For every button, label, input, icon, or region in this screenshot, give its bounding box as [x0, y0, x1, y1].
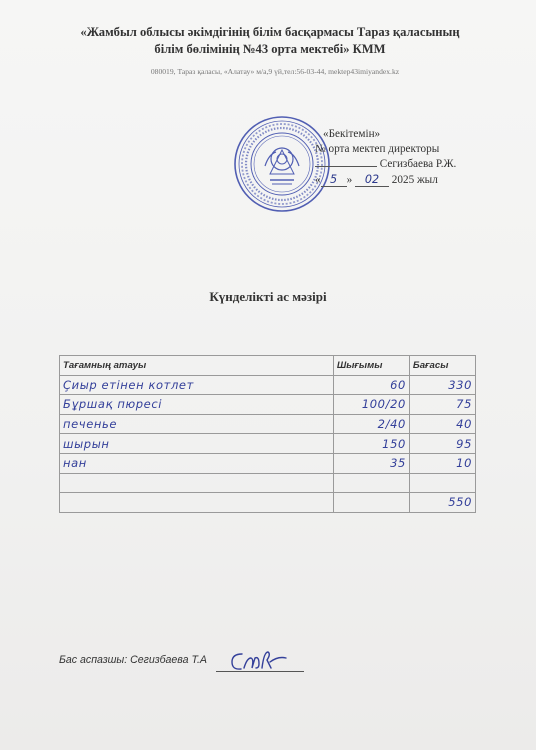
organization-line-2: білім бөлімінің №43 орта мектебі» КММ — [154, 42, 386, 56]
dish-yield: 100/20 — [333, 395, 409, 415]
table-row — [60, 414, 476, 434]
approval-date: « 5 » 02 2025 жыл — [315, 173, 438, 186]
dish-price: 10 — [409, 453, 475, 473]
approval-day: 5 — [321, 173, 347, 187]
dish-yield: 2/40 — [333, 414, 409, 434]
table-row — [60, 395, 476, 415]
dish-name: Ҫиыр етінен котлет — [60, 375, 334, 395]
organization-header — [60, 24, 480, 58]
dish-price: 75 — [409, 395, 475, 415]
table-row-total — [60, 493, 476, 513]
dish-price: 40 — [409, 414, 475, 434]
dish-name: Бұршақ пюресі — [60, 395, 334, 415]
dish-yield: 60 — [333, 375, 409, 395]
document-title: Күнделікті ас мәзірі — [209, 289, 327, 304]
dish-name: печенье — [60, 414, 334, 434]
dish-yield: 35 — [333, 453, 409, 473]
table-row — [60, 453, 476, 473]
approval-year: 2025 жыл — [391, 174, 438, 186]
dish-price: 95 — [409, 434, 475, 454]
column-header-dish: Тағамның атауы — [60, 356, 334, 376]
approval-label: «Бекітемін» — [323, 128, 381, 140]
handwritten-signature — [226, 646, 292, 676]
dish-price: 330 — [409, 375, 475, 395]
column-header-yield: Шығымы — [333, 356, 409, 376]
approval-name: Сегизбаева Р.Ж. — [379, 158, 457, 170]
dish-yield: 150 — [333, 434, 409, 454]
dish-name: нан — [60, 453, 334, 473]
approval-month: 02 — [355, 173, 389, 187]
organization-line-1: «Жамбыл облысы әкімдігінің білім басқармасы Тараз қаласының — [80, 25, 460, 39]
table-row-empty — [60, 473, 476, 493]
dish-name: шырын — [60, 434, 334, 454]
table-row — [60, 434, 476, 454]
menu-table — [59, 355, 476, 513]
table-header-row — [60, 356, 476, 376]
approval-position: № орта мектеп директоры — [315, 143, 440, 155]
approval-signature-line — [315, 158, 456, 170]
chef-label: Бас аспазшы: Сегизбаева Т.А — [59, 654, 207, 666]
organization-address: 080019, Тараз қаласы, «Алатау» м/а,9 үй,тел:56-03-44, mektep43imiyandex.kz — [150, 67, 400, 76]
table-row — [60, 375, 476, 395]
column-header-price: Бағасы — [409, 356, 475, 376]
total-price: 550 — [409, 493, 475, 513]
